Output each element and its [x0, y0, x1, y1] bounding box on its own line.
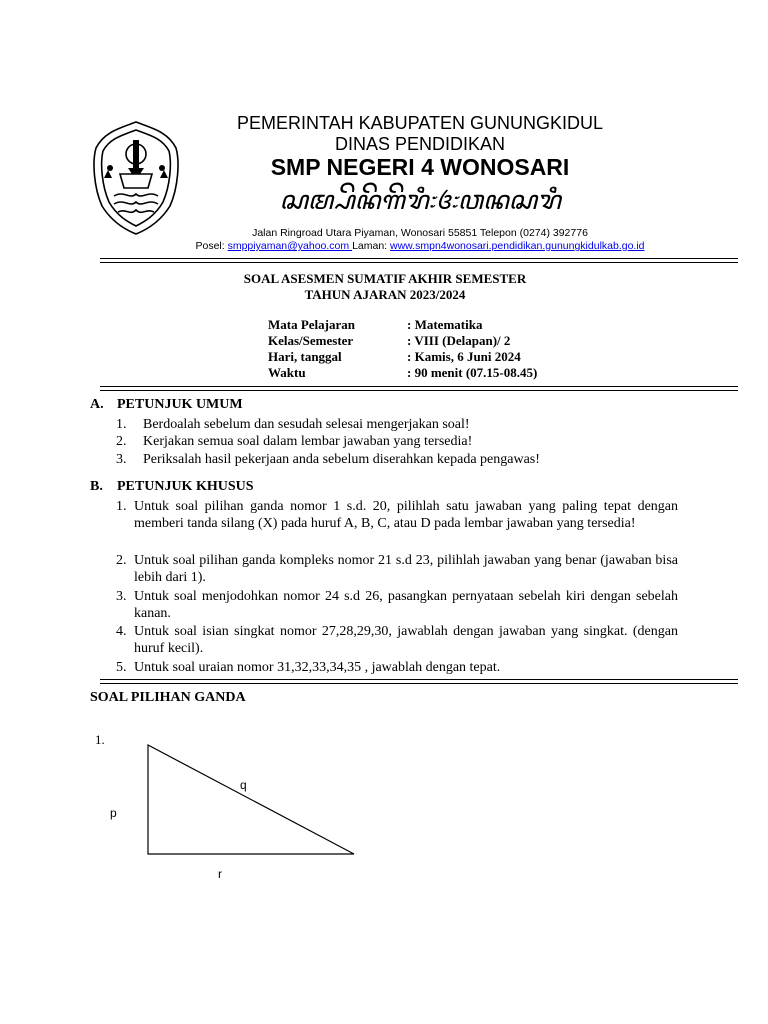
exam-title: SOAL ASESMEN SUMATIF AKHIR SEMESTER [243, 271, 527, 286]
item-text: Periksalah hasil pekerjaan anda sebelum diserahkan kepada pengawas! [143, 452, 540, 467]
section-title: PETUNJUK KHUSUS [117, 479, 254, 494]
header-divider-bottom [100, 262, 738, 263]
info-label: Waktu [268, 365, 306, 380]
section-heading-multiple-choice: SOAL PILIHAN GANDA [90, 690, 246, 705]
side-label-r: r [218, 867, 222, 881]
header-divider-top [100, 258, 738, 259]
info-label: Mata Pelajaran [268, 317, 356, 332]
header-department: DINAS PENDIDIKAN [334, 134, 506, 154]
item-number: 1. [116, 417, 127, 432]
section-heading-b [90, 479, 254, 495]
item-number: 4. [116, 624, 127, 639]
web-label: Laman: [352, 240, 388, 252]
section-heading-a [90, 397, 243, 413]
item-number: 5. [116, 660, 127, 675]
section-divider-bottom [100, 683, 738, 684]
right-triangle-diagram [140, 738, 362, 862]
section-num: B. [90, 479, 103, 494]
item-text: Untuk soal uraian nomor 31,32,33,34,35 , jawablah dengan tepat. [134, 660, 501, 675]
list-item [116, 416, 678, 433]
info-divider-bottom [100, 390, 738, 391]
gunungkidul-emblem-icon [90, 118, 182, 236]
info-value: : Matematika [407, 317, 483, 332]
info-divider-top [100, 386, 738, 387]
post-label: Posel: [195, 240, 225, 252]
header-address: Jalan Ringroad Utara Piyaman, Wonosari 55851 Telepon (0274) 392776 [252, 227, 588, 239]
item-text: Untuk soal pilihan ganda nomor 1 s.d. 20, pilihlah satu jawaban yang paling tepat dengan memberi tanda silang (X) pada huruf A, B, C, atau D pada lembar jawaban yang tersedia! [134, 499, 678, 531]
list-item [116, 623, 678, 657]
item-text: Kerjakan semua soal dalam lembar jawaban yang tersedia! [143, 434, 473, 449]
list-item [116, 451, 678, 468]
header-government: PEMERINTAH KABUPATEN GUNUNGKIDUL [236, 113, 604, 133]
section-title: PETUNJUK UMUM [117, 397, 243, 412]
info-value: : VIII (Delapan)/ 2 [407, 333, 511, 348]
item-text: Untuk soal menjodohkan nomor 24 s.d 26, pasangkan pernyataan sebelah kiri dengan sebelah kanan. [134, 589, 678, 621]
header-school-name: SMP NEGERI 4 WONOSARI [270, 154, 570, 180]
item-number: 3. [116, 452, 127, 467]
question-number: 1. [95, 732, 105, 747]
info-value: : 90 menit (07.15-08.45) [407, 365, 538, 380]
list-item [116, 498, 678, 532]
side-label-q: q [240, 778, 247, 792]
triangle-shape [148, 745, 354, 854]
item-number: 2. [116, 553, 127, 568]
list-item [116, 588, 678, 622]
info-label: Hari, tanggal [268, 349, 342, 364]
info-value: : Kamis, 6 Juni 2024 [407, 349, 521, 364]
info-label: Kelas/Semester [268, 333, 354, 348]
side-label-p: p [110, 806, 117, 820]
header-contact [190, 240, 650, 252]
section-num: A. [90, 397, 104, 412]
website-link[interactable]: www.smpn4wonosari.pendidikan.gunungkidulkab.go.id [390, 240, 645, 252]
list-item [116, 552, 678, 586]
item-number: 2. [116, 434, 127, 449]
exam-year: TAHUN AJARAN 2023/2024 [304, 287, 466, 302]
item-text: Untuk soal isian singkat nomor 27,28,29,30, jawablah dengan jawaban yang singkat. (dengan huruf kecil). [134, 624, 678, 656]
item-text: Untuk soal pilihan ganda kompleks nomor 21 s.d 23, pilihlah jawaban yang benar (jawaban bisa lebih dari 1). [134, 553, 678, 585]
section-divider-top [100, 679, 738, 680]
header-javanese-script: ꦱꦩ꧀ꦥꦼꦤꦼꦒꦼꦫꦶ꧇꧔꧇ꦮꦤꦱꦫꦶ [279, 186, 561, 216]
item-number: 1. [116, 499, 127, 514]
list-item [116, 659, 678, 676]
item-text: Berdoalah sebelum dan sesudah selesai mengerjakan soal! [143, 417, 470, 432]
list-item [116, 433, 678, 450]
email-link[interactable]: smppiyaman@yahoo.com [227, 240, 353, 252]
item-number: 3. [116, 589, 127, 604]
